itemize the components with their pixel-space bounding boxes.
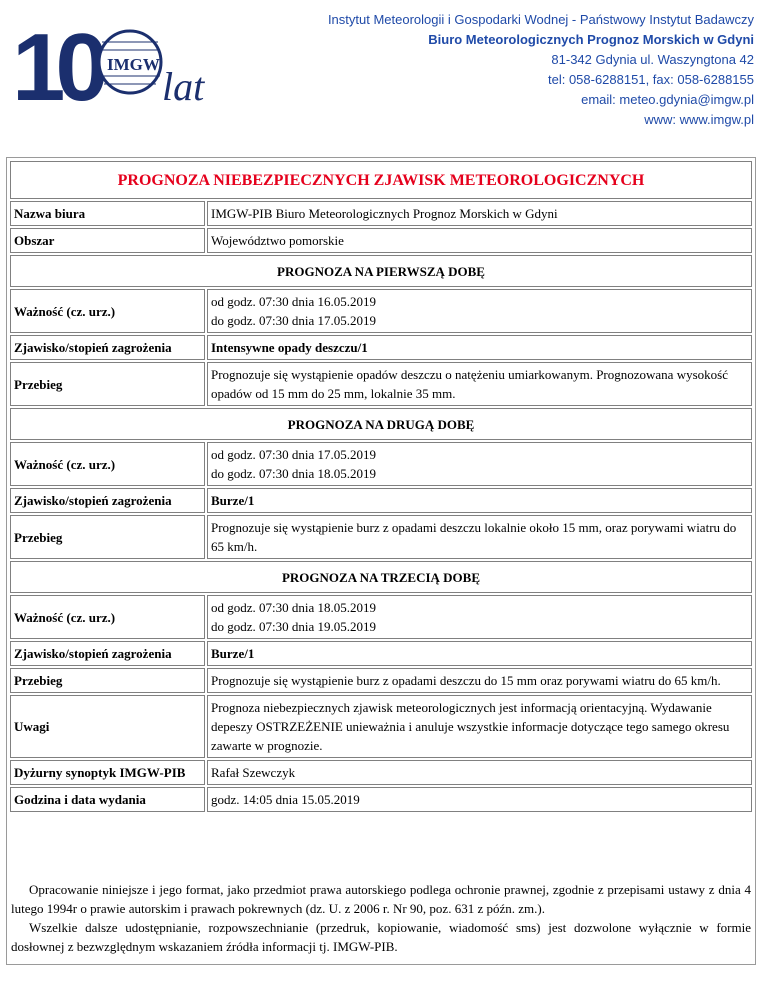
phenomenon-value: Burze/1 <box>207 488 752 513</box>
validity-value <box>207 289 752 333</box>
address: 81-342 Gdynia ul. Waszyngtona 42 <box>551 52 754 67</box>
distribution-notice: Wszelkie dalsze udostępnianie, rozpowszechnianie (przedruk, kopiowanie, wiadomość sms) jest dozwolone wyłącznie w formie dosłownej z bezwzględnym wskazaniem źródła informacji tj. IMGW-PIB. <box>11 920 751 954</box>
day1-validity-row <box>10 289 752 333</box>
day2-phenomenon-row <box>10 488 752 513</box>
forecast-table <box>8 159 754 814</box>
validity-from: od godz. 07:30 dnia 17.05.2019 <box>211 447 377 462</box>
day3-course-row <box>10 668 752 693</box>
validity-value <box>207 442 752 486</box>
area-row <box>10 228 752 253</box>
day1-phenomenon-row <box>10 335 752 360</box>
notes-row <box>10 695 752 758</box>
validity-label: Ważność (cz. urz.) <box>10 595 205 639</box>
copyright-notice: Opracowanie niniejsze i jego format, jako przedmiot prawa autorskiego podlega ochronie prawnej, zgodnie z przepisami ustawy z dnia 4 lutego 1994r o prawie autorskim i prawach pokrewnych (dz. U. z 2006 r. Nr 90, poz. 631 z późn. zm.). <box>11 882 751 916</box>
notes-label: Uwagi <box>10 695 205 758</box>
validity-from: od godz. 07:30 dnia 18.05.2019 <box>211 600 377 615</box>
day-heading: PROGNOZA NA PIERWSZĄ DOBĘ <box>10 255 752 287</box>
course-value: Prognozuje się wystąpienie opadów deszczu o natężeniu umiarkowanym. Prognozowana wysokość opadów od 15 mm do 25 mm, lokalnie 35 mm. <box>207 362 752 406</box>
email[interactable]: email: meteo.gdynia@imgw.pl <box>581 92 754 107</box>
institute-info <box>328 10 754 130</box>
phenomenon-value: Burze/1 <box>207 641 752 666</box>
day3-phenomenon-row <box>10 641 752 666</box>
day-heading: PROGNOZA NA DRUGĄ DOBĘ <box>10 408 752 440</box>
course-value: Prognozuje się wystąpienie burz z opadami deszczu lokalnie około 15 mm, oraz porywami wiatru do 65 km/h. <box>207 515 752 559</box>
validity-label: Ważność (cz. urz.) <box>10 442 205 486</box>
issued-value: godz. 14:05 dnia 15.05.2019 <box>207 787 752 812</box>
forecaster-row <box>10 760 752 785</box>
validity-to: do godz. 07:30 dnia 19.05.2019 <box>211 619 377 634</box>
day3-heading-row <box>10 561 752 593</box>
legal-footer <box>11 880 751 956</box>
day2-course-row <box>10 515 752 559</box>
course-label: Przebieg <box>10 515 205 559</box>
course-value: Prognozuje się wystąpienie burz z opadami deszczu do 15 mm oraz porywami wiatru do 65 km/h. <box>207 668 752 693</box>
day1-course-row <box>10 362 752 406</box>
phone-fax: tel: 058-6288151, fax: 058-6288155 <box>547 72 754 87</box>
area-label: Obszar <box>10 228 205 253</box>
day-heading: PROGNOZA NA TRZECIĄ DOBĘ <box>10 561 752 593</box>
day3-validity-row <box>10 595 752 639</box>
day1-heading-row <box>10 255 752 287</box>
validity-to: do godz. 07:30 dnia 18.05.2019 <box>211 466 377 481</box>
phenomenon-label: Zjawisko/stopień zagrożenia <box>10 488 205 513</box>
logo-lat-text: lat <box>162 64 205 109</box>
area-value: Województwo pomorskie <box>207 228 752 253</box>
forecast-container <box>6 157 756 965</box>
website[interactable]: www: www.imgw.pl <box>644 112 754 127</box>
logo-imgw-text: IMGW <box>107 55 160 74</box>
validity-value <box>207 595 752 639</box>
phenomenon-value: Intensywne opady deszczu/1 <box>207 335 752 360</box>
day2-validity-row <box>10 442 752 486</box>
office-value: IMGW-PIB Biuro Meteorologicznych Prognoz Morskich w Gdyni <box>207 201 752 226</box>
validity-to: do godz. 07:30 dnia 17.05.2019 <box>211 313 377 328</box>
letterhead <box>0 0 762 140</box>
institute-name: Instytut Meteorologii i Gospodarki Wodnej - Państwowy Instytut Badawczy <box>327 12 754 27</box>
phenomenon-label: Zjawisko/stopień zagrożenia <box>10 641 205 666</box>
notes-value: Prognoza niebezpiecznych zjawisk meteorologicznych jest informacją orientacyjną. Wydawanie depeszy OSTRZEŻENIE unieważnia i anuluje wszystkie informacje dotyczące tego samego okresu zawarte w prognozie. <box>207 695 752 758</box>
validity-from: od godz. 07:30 dnia 16.05.2019 <box>211 294 377 309</box>
course-label: Przebieg <box>10 362 205 406</box>
issued-row <box>10 787 752 812</box>
office-label: Nazwa biura <box>10 201 205 226</box>
issued-label: Godzina i data wydania <box>10 787 205 812</box>
day2-heading-row <box>10 408 752 440</box>
title-row <box>10 161 752 199</box>
course-label: Przebieg <box>10 668 205 693</box>
forecaster-value: Rafał Szewczyk <box>207 760 752 785</box>
bureau-name: Biuro Meteorologicznych Prognoz Morskich w Gdyni <box>428 32 754 47</box>
logo-number: 10 <box>12 14 99 110</box>
forecaster-label: Dyżurny synoptyk IMGW-PIB <box>10 760 205 785</box>
imgw-100-years-logo <box>12 14 222 110</box>
phenomenon-label: Zjawisko/stopień zagrożenia <box>10 335 205 360</box>
office-row <box>10 201 752 226</box>
validity-label: Ważność (cz. urz.) <box>10 289 205 333</box>
report-title: PROGNOZA NIEBEZPIECZNYCH ZJAWISK METEOROLOGICZNYCH <box>10 161 752 199</box>
